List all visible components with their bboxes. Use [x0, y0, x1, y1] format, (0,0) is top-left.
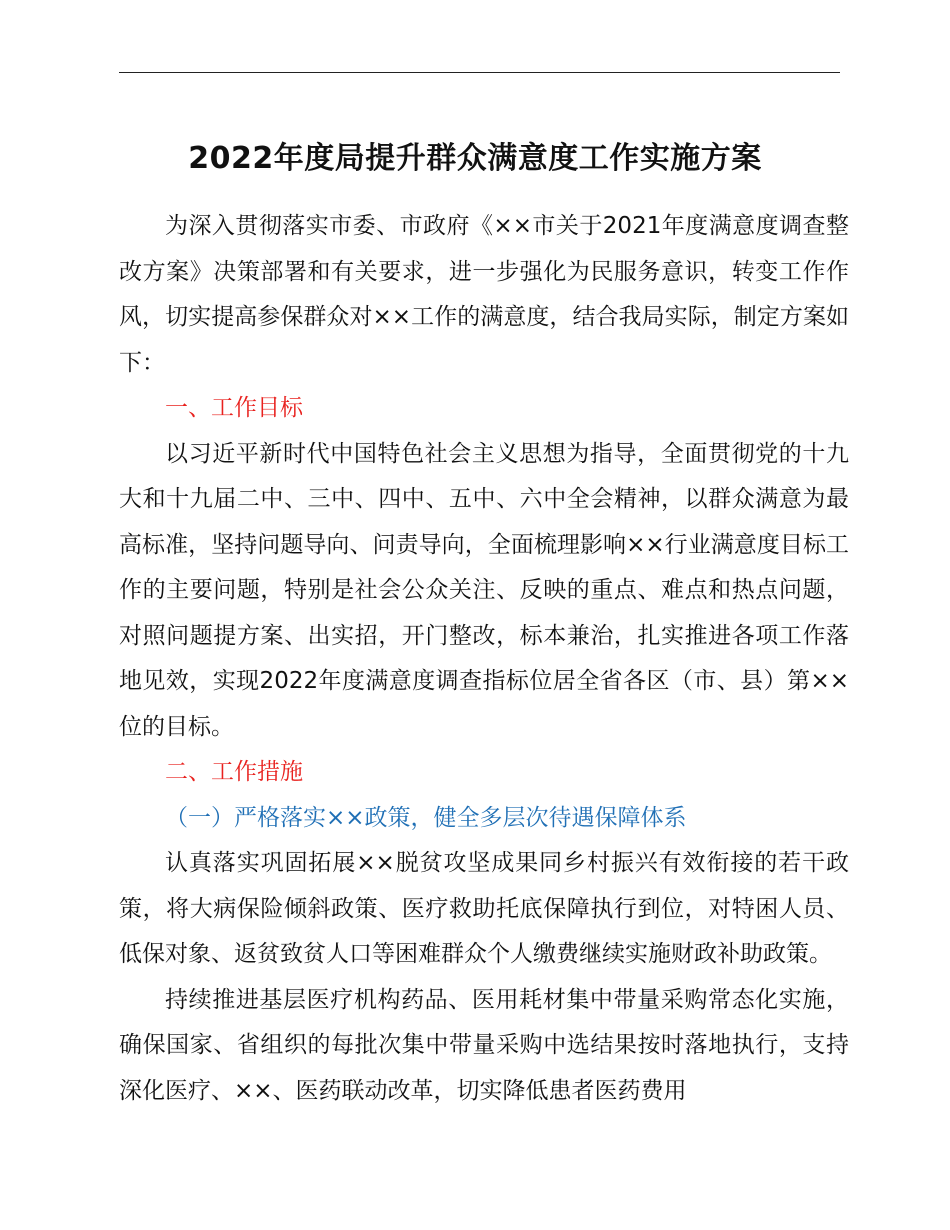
policy-paragraph-2: 持续推进基层医疗机构药品、医用耗材集中带量采购常态化实施，确保国家、省组织的每批次集中带量采购中选结果按时落地执行，支持深化医疗、××、医药联动改革，切实降低患者医药费用 — [119, 986, 849, 1104]
policy-paragraph-1: 认真落实巩固拓展××脱贫攻坚成果同乡村振兴有效衔接的若干政策，将大病保险倾斜政策、医疗救助托底保障执行到位，对特困人员、低保对象、返贫致贫人口等困难群众个人缴费继续实施财政补助政策。 — [119, 850, 849, 967]
section-heading-goals: 一、工作目标 — [165, 395, 303, 421]
goals-paragraph: 以习近平新时代中国特色社会主义思想为指导，全面贯彻党的十九大和十九届二中、三中、四中、五中、六中全会精神，以群众满意为最高标准，坚持问题导向、问责导向，全面梳理影响××行业满意度目标工作的主要问题，特别是社会公众关注、反映的重点、难点和热点问题，对照问题提方案、出实招，开门整改，标本兼治，扎实推进各项工作落地见效，实现2022年度满意度调查指标位居全省各区（市、县）第××位的目标。 — [119, 440, 849, 740]
subsection-heading-policy: （一）严格落实××政策，健全多层次待遇保障体系 — [165, 804, 687, 831]
document-title: 2022年度局提升群众满意度工作实施方案 — [188, 141, 762, 176]
section-heading-measures: 二、工作措施 — [165, 759, 303, 785]
document-body — [119, 204, 849, 1114]
intro-paragraph: 为深入贯彻落实市委、市政府《××市关于2021年度满意度调查整改方案》决策部署和有关要求，进一步强化为民服务意识，转变工作作风，切实提高参保群众对××工作的满意度，结合我局实际，制定方案如下： — [119, 213, 849, 376]
header-rule — [119, 72, 840, 73]
